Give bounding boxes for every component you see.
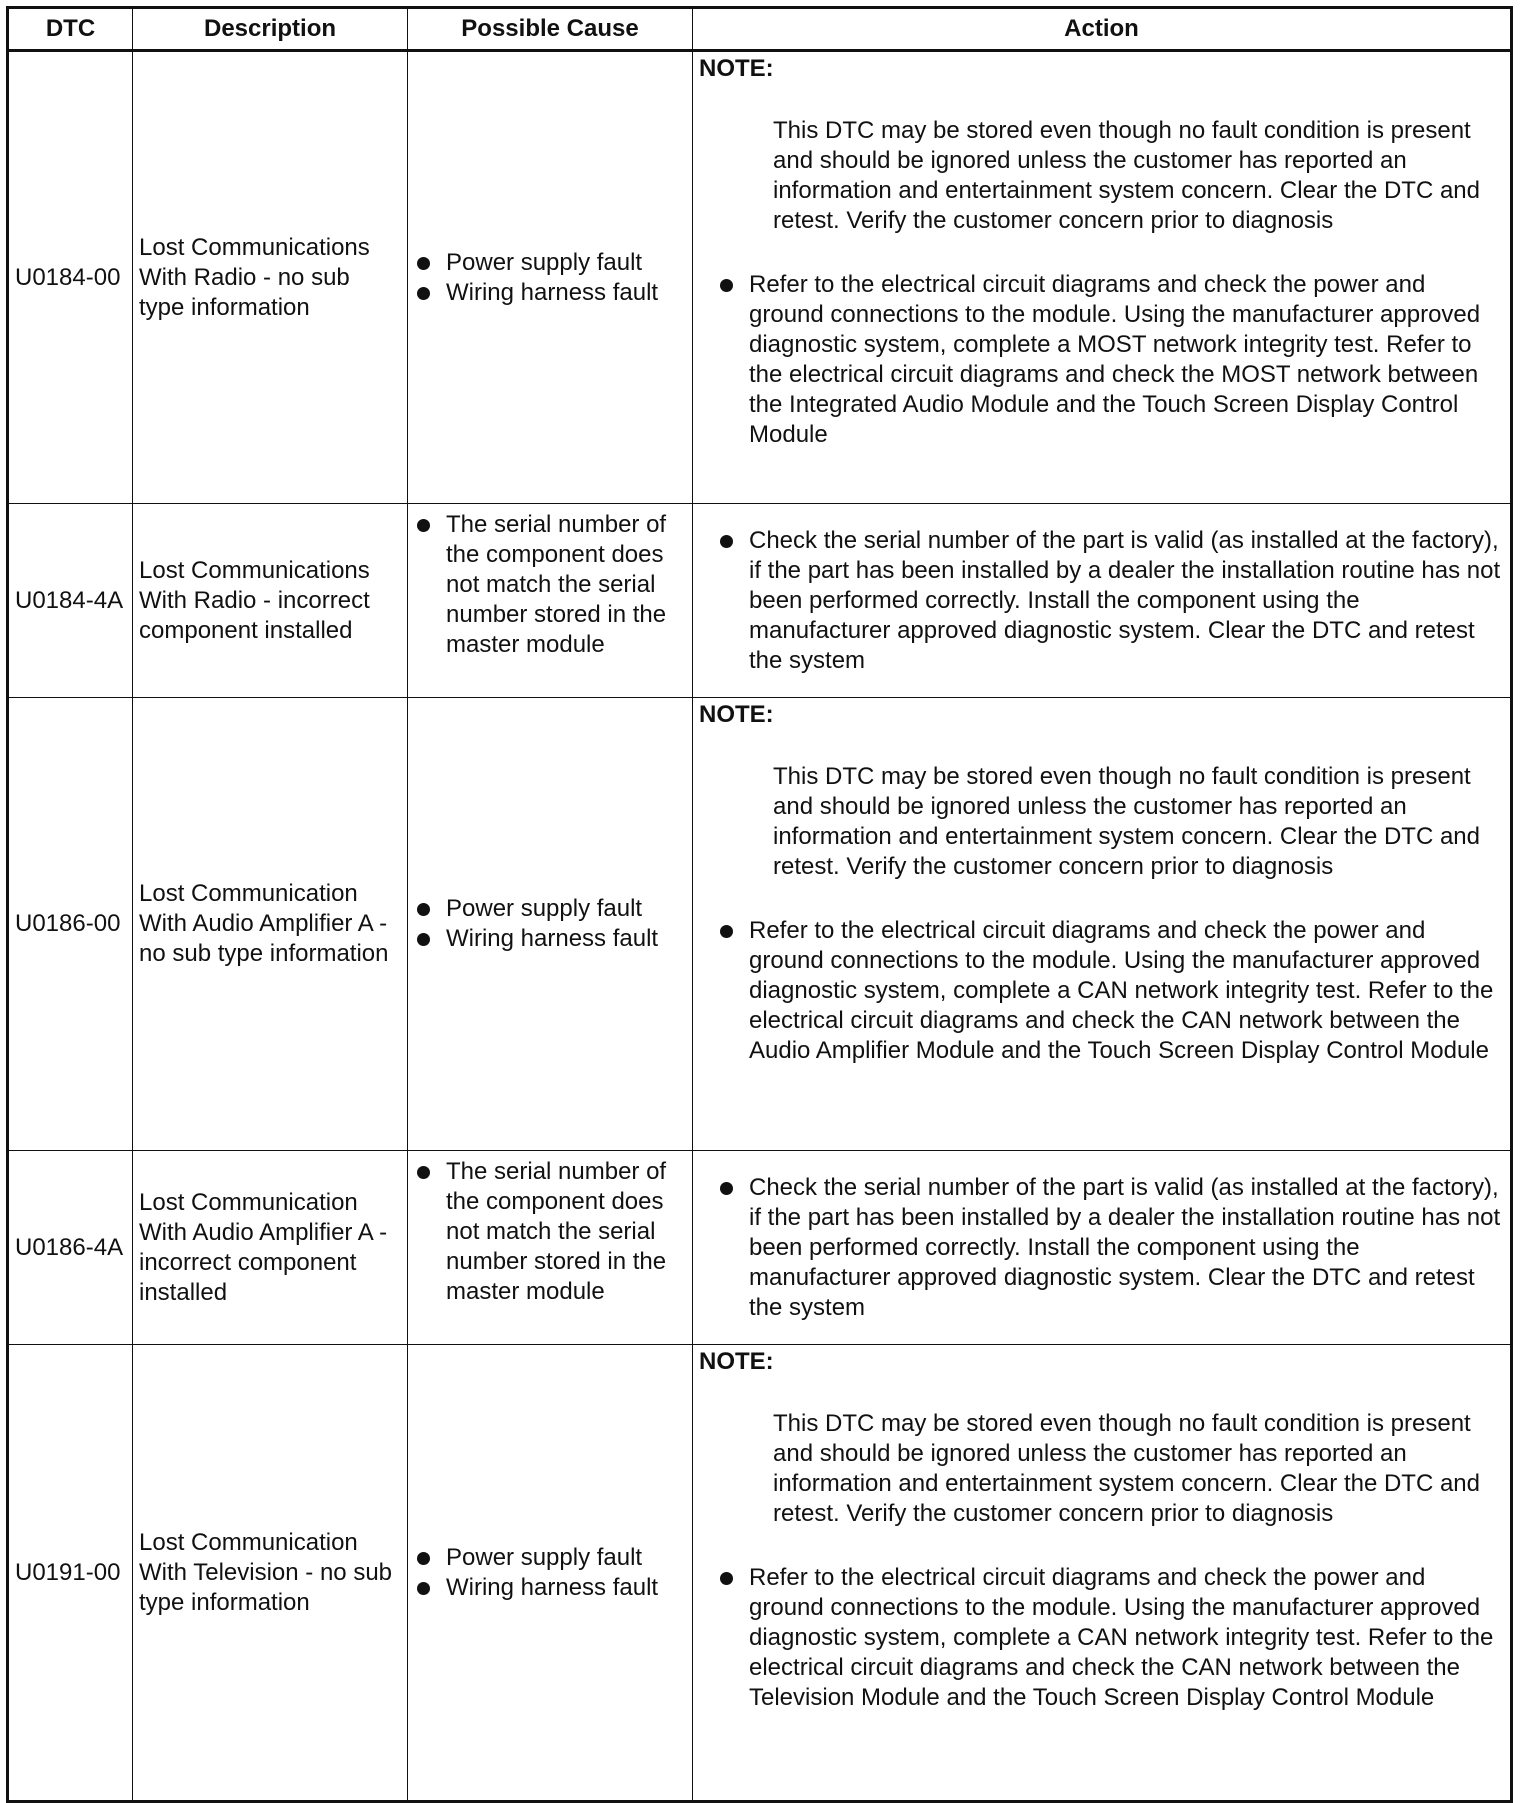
note-text: This DTC may be stored even though no fault condition is present and should be ignored unless the customer has reported an information and entertainment system concern. Clear the DTC and retest. Verify the customer concern prior to diagnosis: [773, 1410, 1481, 1527]
header-action: Action: [693, 8, 1512, 51]
action: [693, 504, 1512, 698]
possible-cause: [408, 1345, 693, 1802]
cause-item: Power supply fault: [414, 1543, 686, 1573]
table-row: [8, 1151, 1512, 1345]
possible-cause: [408, 1151, 693, 1345]
dtc-table: [6, 6, 1513, 1803]
possible-cause: [408, 51, 693, 504]
note-text: This DTC may be stored even though no fault condition is present and should be ignored unless the customer has reported an information and entertainment system concern. Clear the DTC and retest. Verify the customer concern prior to diagnosis: [773, 117, 1481, 234]
dtc-description: Lost Communications With Radio - no sub type information: [133, 51, 408, 504]
cause-item: Wiring harness fault: [414, 924, 686, 954]
action: [693, 1151, 1512, 1345]
dtc-code: U0191-00: [8, 1345, 133, 1802]
note-label: NOTE:: [699, 55, 774, 82]
dtc-description: Lost Communication With Television - no sub type information: [133, 1345, 408, 1802]
cause-item: The serial number of the component does not match the serial number stored in the master module: [414, 1157, 686, 1307]
header-row: [8, 8, 1512, 51]
action: [693, 1345, 1512, 1802]
table-row: [8, 504, 1512, 698]
action-item: Refer to the electrical circuit diagrams and check the power and ground connections to the module. Using the manufacturer approved diagnostic system, complete a CAN network integrity test. Refer to the electrical circuit diagrams and check the CAN network between the Television Module and the Touch Screen Display Control Module: [717, 1563, 1504, 1713]
header-description: Description: [133, 8, 408, 51]
dtc-description: Lost Communication With Audio Amplifier A - no sub type information: [133, 698, 408, 1151]
action-item: Refer to the electrical circuit diagrams and check the power and ground connections to the module. Using the manufacturer approved diagnostic system, complete a CAN network integrity test. Refer to the electrical circuit diagrams and check the CAN network between the Audio Amplifier Module and the Touch Screen Display Control Module: [717, 916, 1504, 1066]
action-item: Check the serial number of the part is valid (as installed at the factory), if the part has been installed by a dealer the installation routine has not been performed correctly. Install the component using the manufacturer approved diagnostic system. Clear the DTC and retest the system: [717, 1173, 1504, 1323]
action-item: Check the serial number of the part is valid (as installed at the factory), if the part has been installed by a dealer the installation routine has not been performed correctly. Install the component using the manufacturer approved diagnostic system. Clear the DTC and retest the system: [717, 526, 1504, 676]
header-possible-cause: Possible Cause: [408, 8, 693, 51]
possible-cause: [408, 698, 693, 1151]
action: [693, 698, 1512, 1151]
note-label: NOTE:: [699, 1348, 774, 1375]
note-text: This DTC may be stored even though no fault condition is present and should be ignored unless the customer has reported an information and entertainment system concern. Clear the DTC and retest. Verify the customer concern prior to diagnosis: [773, 763, 1481, 880]
dtc-code: U0186-4A: [8, 1151, 133, 1345]
dtc-code: U0186-00: [8, 698, 133, 1151]
cause-item: Power supply fault: [414, 248, 686, 278]
possible-cause: [408, 504, 693, 698]
action: [693, 51, 1512, 504]
cause-item: Wiring harness fault: [414, 1573, 686, 1603]
cause-item: Wiring harness fault: [414, 278, 686, 308]
table-row: [8, 51, 1512, 504]
cause-item: The serial number of the component does not match the serial number stored in the master module: [414, 510, 686, 660]
dtc-code: U0184-00: [8, 51, 133, 504]
table-row: [8, 698, 1512, 1151]
cause-item: Power supply fault: [414, 894, 686, 924]
dtc-description: Lost Communications With Radio - incorrect component installed: [133, 504, 408, 698]
action-item: Refer to the electrical circuit diagrams and check the power and ground connections to the module. Using the manufacturer approved diagnostic system, complete a MOST network integrity test. Refer to the electrical circuit diagrams and check the MOST network between the Integrated Audio Module and the Touch Screen Display Control Module: [717, 270, 1504, 450]
note-label: NOTE:: [699, 701, 774, 728]
header-dtc: DTC: [8, 8, 133, 51]
dtc-code: U0184-4A: [8, 504, 133, 698]
table-row: [8, 1345, 1512, 1802]
dtc-description: Lost Communication With Audio Amplifier A - incorrect component installed: [133, 1151, 408, 1345]
